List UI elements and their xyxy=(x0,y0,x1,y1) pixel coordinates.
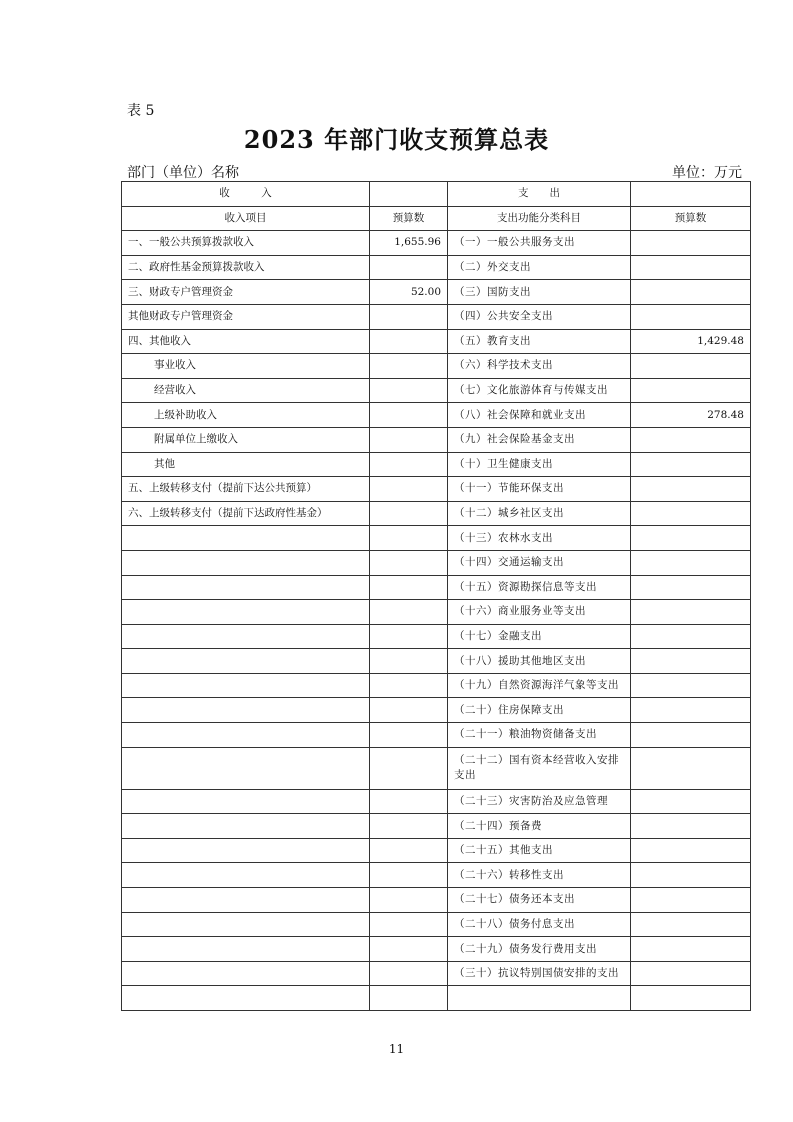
expense-amount-header: 预算数 xyxy=(631,206,751,231)
expense-amount-cell xyxy=(631,280,751,305)
expense-section-header: 支 出 xyxy=(448,182,631,207)
income-amount-cell xyxy=(370,501,448,526)
expense-item-cell: （三）国防支出 xyxy=(448,280,631,305)
income-item-cell: 事业收入 xyxy=(122,354,370,379)
income-item-cell xyxy=(122,937,370,962)
income-item-cell xyxy=(122,838,370,863)
income-amount-cell xyxy=(370,649,448,674)
income-amount-cell xyxy=(370,304,448,329)
expense-amount-cell xyxy=(631,600,751,625)
income-amount-cell xyxy=(370,814,448,839)
income-amount-cell xyxy=(370,961,448,986)
table-row xyxy=(122,673,751,698)
income-amount-cell xyxy=(370,255,448,280)
expense-item-cell: （二十三）灾害防治及应急管理 xyxy=(448,789,631,814)
income-item-cell: 三、财政专户管理资金 xyxy=(122,280,370,305)
expense-item-cell: （十一）节能环保支出 xyxy=(448,477,631,502)
table-row xyxy=(122,888,751,913)
expense-amount-cell: 1,429.48 xyxy=(631,329,751,354)
income-amount-cell: 52.00 xyxy=(370,280,448,305)
income-amount-cell xyxy=(370,378,448,403)
page-number: 11 xyxy=(388,1042,405,1056)
table-row xyxy=(122,550,751,575)
unit-label: 单位：万元 xyxy=(672,165,742,181)
income-amount-cell xyxy=(370,452,448,477)
expense-item-cell xyxy=(448,986,631,1011)
income-amount-cell xyxy=(370,329,448,354)
income-amount-cell xyxy=(370,888,448,913)
expense-amount-cell: 278.48 xyxy=(631,403,751,428)
table-row xyxy=(122,378,751,403)
expense-amount-cell xyxy=(631,354,751,379)
income-item-cell: 四、其他收入 xyxy=(122,329,370,354)
table-row xyxy=(122,624,751,649)
expense-amount-cell xyxy=(631,863,751,888)
income-amount-cell xyxy=(370,427,448,452)
income-item-cell xyxy=(122,698,370,723)
income-item-cell xyxy=(122,814,370,839)
expense-amount-cell xyxy=(631,477,751,502)
expense-item-cell: （二）外交支出 xyxy=(448,255,631,280)
expense-item-cell: （十七）金融支出 xyxy=(448,624,631,649)
income-amount-cell xyxy=(370,838,448,863)
table-label: 表 5 xyxy=(127,103,155,119)
income-amount-cell xyxy=(370,624,448,649)
table-row xyxy=(122,698,751,723)
income-item-cell xyxy=(122,550,370,575)
table-row xyxy=(122,427,751,452)
expense-amount-cell xyxy=(631,698,751,723)
expense-item-cell: （二十七）债务还本支出 xyxy=(448,888,631,913)
expense-amount-cell xyxy=(631,575,751,600)
income-amount-cell xyxy=(370,575,448,600)
income-amount-cell xyxy=(370,986,448,1011)
expense-item-cell: （五）教育支出 xyxy=(448,329,631,354)
expense-item-cell: （七）文化旅游体育与传媒支出 xyxy=(448,378,631,403)
income-amount-cell xyxy=(370,354,448,379)
income-item-cell: 经营收入 xyxy=(122,378,370,403)
expense-amount-cell xyxy=(631,814,751,839)
income-item-header: 收入项目 xyxy=(122,206,370,231)
expense-item-cell: （一）一般公共服务支出 xyxy=(448,231,631,256)
income-item-cell xyxy=(122,986,370,1011)
expense-amount-cell xyxy=(631,912,751,937)
table-row xyxy=(122,937,751,962)
income-item-cell: 六、上级转移支付（提前下达政府性基金） xyxy=(122,501,370,526)
expense-item-cell: （八）社会保障和就业支出 xyxy=(448,403,631,428)
header-row-sections xyxy=(122,182,751,207)
expense-amount-cell xyxy=(631,304,751,329)
expense-amount-cell xyxy=(631,452,751,477)
expense-item-cell: （四）公共安全支出 xyxy=(448,304,631,329)
expense-amount-cell xyxy=(631,838,751,863)
table-row xyxy=(122,280,751,305)
expense-item-cell: （二十一）粮油物资储备支出 xyxy=(448,723,631,748)
page-title: 2023 年部门收支预算总表 xyxy=(243,125,550,154)
expense-amount-cell xyxy=(631,427,751,452)
expense-item-header: 支出功能分类科目 xyxy=(448,206,631,231)
header-empty-cell xyxy=(631,182,751,207)
table-row xyxy=(122,747,751,789)
expense-item-cell: （十九）自然资源海洋气象等支出 xyxy=(448,673,631,698)
income-amount-cell xyxy=(370,403,448,428)
income-item-cell xyxy=(122,649,370,674)
income-item-cell: 附属单位上缴收入 xyxy=(122,427,370,452)
income-item-cell xyxy=(122,526,370,551)
income-item-cell: 一、一般公共预算拨款收入 xyxy=(122,231,370,256)
expense-item-cell: （三十）抗议特别国债安排的支出 xyxy=(448,961,631,986)
expense-amount-cell xyxy=(631,550,751,575)
expense-item-cell: （二十八）债务付息支出 xyxy=(448,912,631,937)
expense-amount-cell xyxy=(631,673,751,698)
table-row xyxy=(122,649,751,674)
table-row xyxy=(122,477,751,502)
table-row xyxy=(122,912,751,937)
expense-amount-cell xyxy=(631,649,751,674)
expense-amount-cell xyxy=(631,789,751,814)
income-item-cell: 上级补助收入 xyxy=(122,403,370,428)
income-amount-cell xyxy=(370,477,448,502)
table-row xyxy=(122,789,751,814)
income-item-cell xyxy=(122,723,370,748)
expense-item-cell: （二十五）其他支出 xyxy=(448,838,631,863)
expense-amount-cell xyxy=(631,723,751,748)
table-row xyxy=(122,838,751,863)
table-row xyxy=(122,600,751,625)
income-amount-cell xyxy=(370,912,448,937)
expense-item-cell: （十五）资源勘探信息等支出 xyxy=(448,575,631,600)
expense-amount-cell xyxy=(631,526,751,551)
expense-item-cell: （十六）商业服务业等支出 xyxy=(448,600,631,625)
expense-item-cell: （十二）城乡社区支出 xyxy=(448,501,631,526)
expense-amount-cell xyxy=(631,378,751,403)
expense-item-cell: （二十）住房保障支出 xyxy=(448,698,631,723)
table-row xyxy=(122,961,751,986)
income-amount-cell xyxy=(370,526,448,551)
income-amount-cell xyxy=(370,747,448,789)
income-amount-cell xyxy=(370,937,448,962)
income-item-cell: 其他 xyxy=(122,452,370,477)
income-item-cell xyxy=(122,575,370,600)
expense-amount-cell xyxy=(631,961,751,986)
income-item-cell xyxy=(122,863,370,888)
income-item-cell xyxy=(122,912,370,937)
expense-amount-cell xyxy=(631,747,751,789)
income-amount-header: 预算数 xyxy=(370,206,448,231)
income-amount-cell xyxy=(370,723,448,748)
expense-amount-cell xyxy=(631,986,751,1011)
expense-amount-cell xyxy=(631,888,751,913)
income-item-cell xyxy=(122,961,370,986)
income-item-cell xyxy=(122,624,370,649)
income-item-cell xyxy=(122,673,370,698)
income-amount-cell xyxy=(370,789,448,814)
income-amount-cell xyxy=(370,600,448,625)
table-row xyxy=(122,255,751,280)
expense-item-cell: （二十九）债务发行费用支出 xyxy=(448,937,631,962)
table-row xyxy=(122,986,751,1011)
table-row xyxy=(122,452,751,477)
income-amount-cell xyxy=(370,550,448,575)
department-label: 部门（单位）名称 xyxy=(127,165,239,181)
income-item-cell xyxy=(122,747,370,789)
income-item-cell: 其他财政专户管理资金 xyxy=(122,304,370,329)
income-item-cell xyxy=(122,789,370,814)
table-row xyxy=(122,863,751,888)
income-amount-cell xyxy=(370,863,448,888)
expense-item-cell: （六）科学技术支出 xyxy=(448,354,631,379)
table-row xyxy=(122,501,751,526)
table-row xyxy=(122,329,751,354)
expense-item-cell: （十八）援助其他地区支出 xyxy=(448,649,631,674)
expense-item-cell: （十四）交通运输支出 xyxy=(448,550,631,575)
expense-item-cell: （十）卫生健康支出 xyxy=(448,452,631,477)
expense-amount-cell xyxy=(631,255,751,280)
expense-amount-cell xyxy=(631,501,751,526)
income-section-header: 收 入 xyxy=(122,182,370,207)
table-row xyxy=(122,354,751,379)
income-item-cell: 二、政府性基金预算拨款收入 xyxy=(122,255,370,280)
table-row xyxy=(122,304,751,329)
budget-table xyxy=(121,181,751,1011)
income-amount-cell xyxy=(370,698,448,723)
expense-item-cell: （九）社会保险基金支出 xyxy=(448,427,631,452)
table-row xyxy=(122,814,751,839)
header-empty-cell xyxy=(370,182,448,207)
income-amount-cell xyxy=(370,673,448,698)
table-row xyxy=(122,575,751,600)
table-row xyxy=(122,526,751,551)
expense-item-cell: （二十四）预备费 xyxy=(448,814,631,839)
income-item-cell: 五、上级转移支付（提前下达公共预算） xyxy=(122,477,370,502)
header-row-columns xyxy=(122,206,751,231)
expense-amount-cell xyxy=(631,624,751,649)
table-row xyxy=(122,723,751,748)
table-row xyxy=(122,231,751,256)
expense-item-cell: （二十六）转移性支出 xyxy=(448,863,631,888)
expense-item-cell: （十三）农林水支出 xyxy=(448,526,631,551)
income-item-cell xyxy=(122,600,370,625)
expense-amount-cell xyxy=(631,937,751,962)
income-amount-cell: 1,655.96 xyxy=(370,231,448,256)
expense-amount-cell xyxy=(631,231,751,256)
table-row xyxy=(122,403,751,428)
expense-item-cell: （二十二）国有资本经营收入安排支出 xyxy=(448,747,631,789)
income-item-cell xyxy=(122,888,370,913)
